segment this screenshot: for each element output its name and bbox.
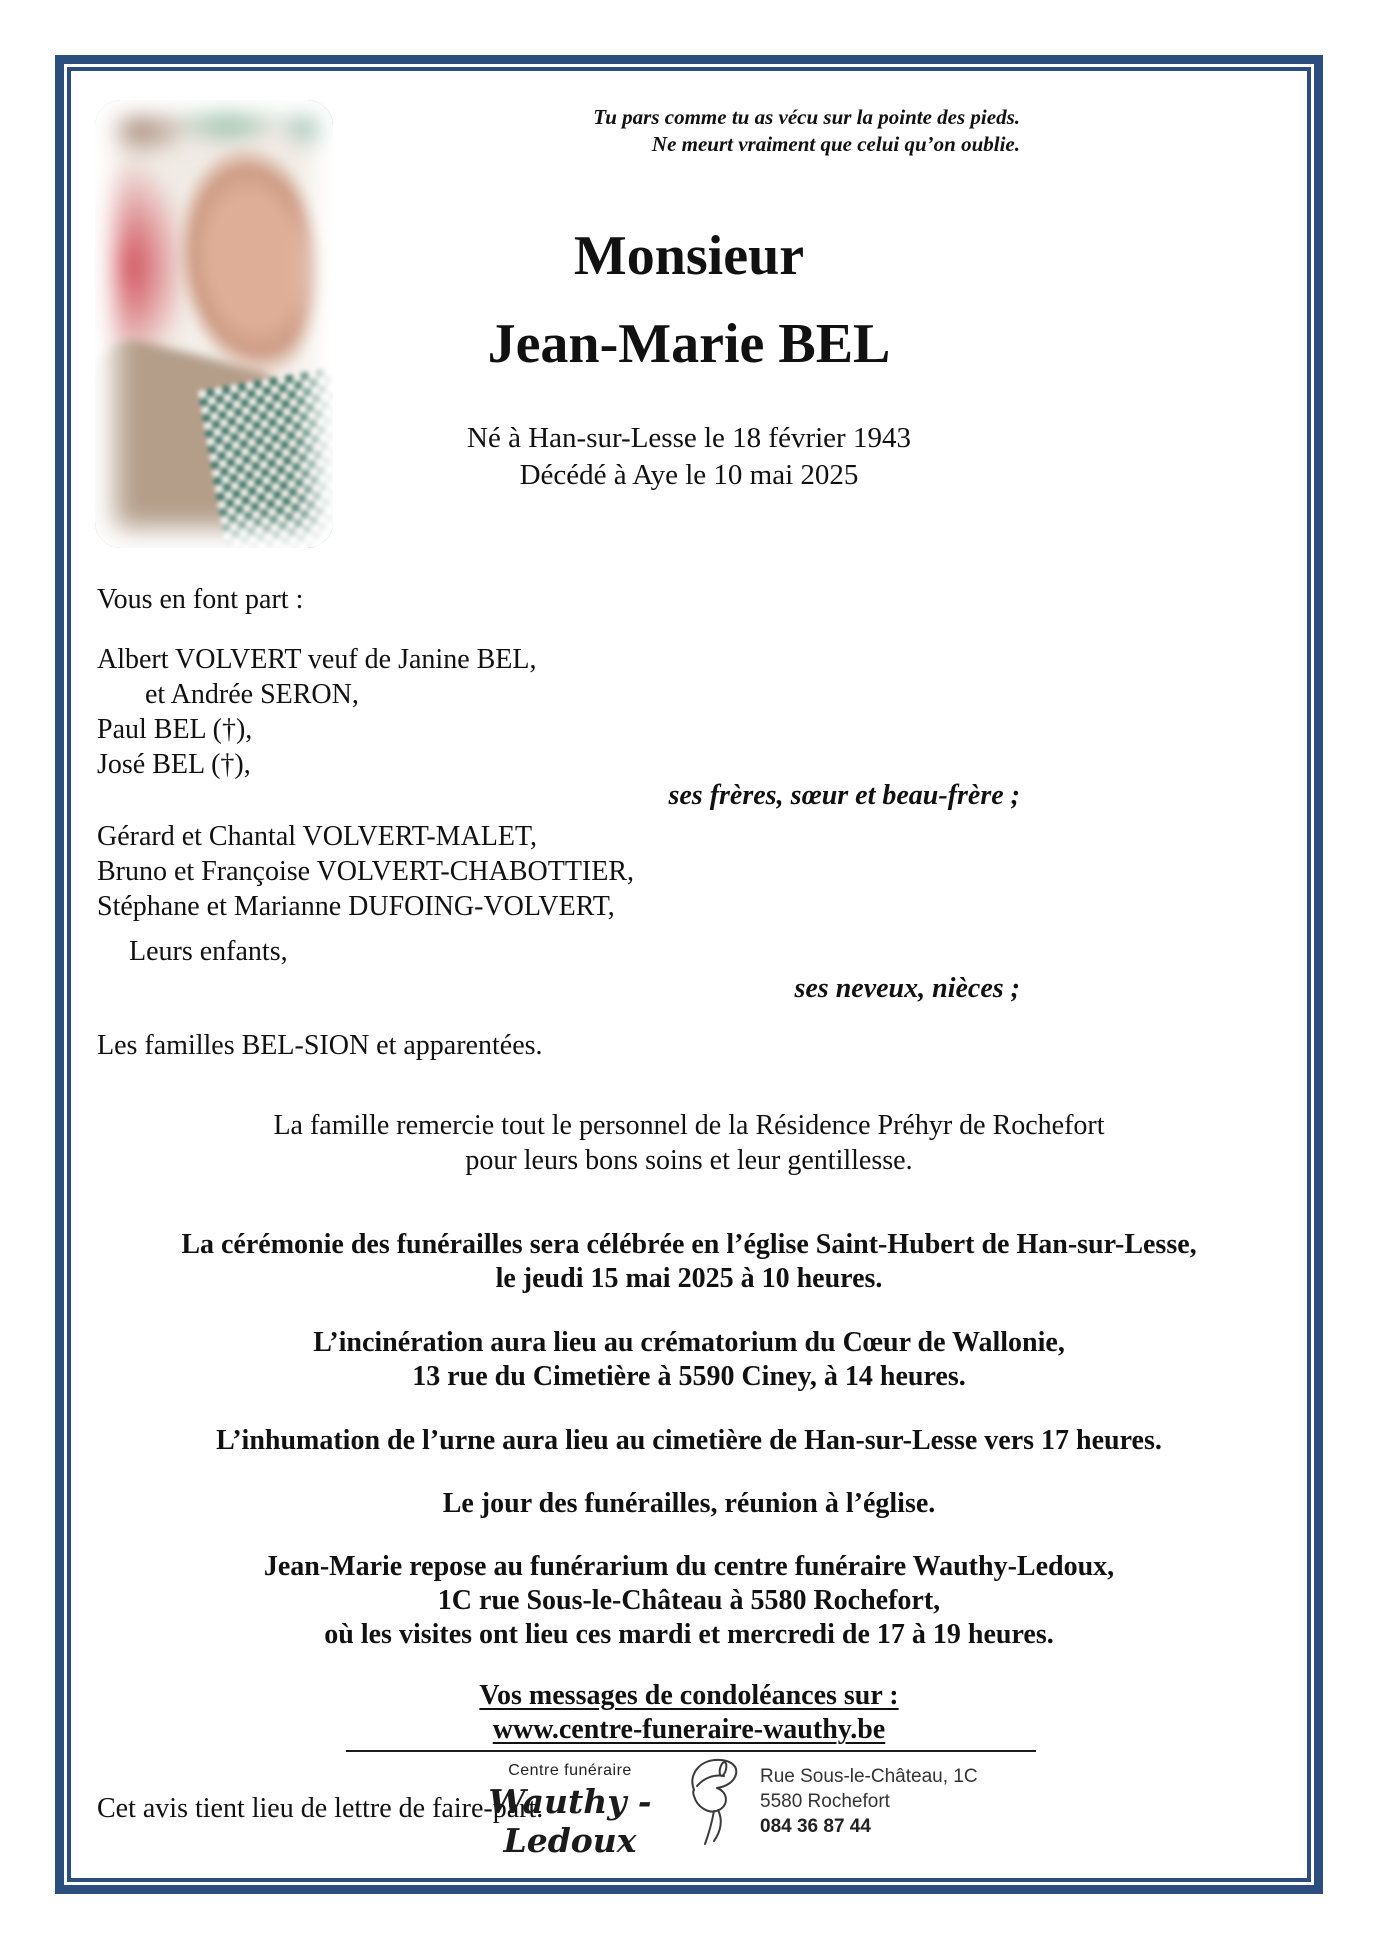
cremation-line-1: L’incinération aura lieu au crématorium du Cœur de Wallonie,	[313, 1327, 1065, 1358]
title-line-name: Jean-Marie BEL	[487, 313, 891, 375]
epitaph-quote	[593, 104, 1020, 158]
title-line-monsieur: Monsieur	[573, 225, 805, 287]
brand-subtitle: Centre funéraire	[508, 1762, 632, 1779]
sibling-line: Paul BEL (†),	[97, 714, 253, 745]
funeral-ceremony-paragraph	[97, 1228, 1281, 1296]
relation-nephews-label: ses neveux, nièces ;	[794, 973, 1020, 1004]
repose-line-1: Jean-Marie repose au funérarium du centre funéraire Wauthy-Ledoux,	[263, 1551, 1115, 1582]
relation-siblings-label: ses frères, sœur et beau-frère ;	[668, 780, 1020, 811]
intro-line: Vous en font part :	[97, 584, 304, 615]
header	[0, 212, 1378, 494]
nephews-list	[97, 819, 1281, 924]
thanks-line-1: La famille remercie tout le personnel de la Résidence Préhyr de Rochefort	[273, 1110, 1105, 1141]
burial-line: L’inhumation de l’urne aura lieu au cimetière de Han-sur-Lesse vers 17 heures.	[216, 1425, 1162, 1456]
nephew-line: Stéphane et Marianne DUFOING-VOLVERT,	[97, 891, 615, 922]
epitaph-line-1: Tu pars comme tu as vécu sur la pointe des pieds.	[593, 105, 1020, 129]
funeral-line-1: La cérémonie des funérailles sera célébrée en l’église Saint-Hubert de Han-sur-Lesse,	[181, 1229, 1197, 1260]
life-dates	[0, 420, 1378, 494]
nephew-line: Gérard et Chantal VOLVERT-MALET,	[97, 821, 538, 852]
sibling-line: et Andrée SERON,	[145, 679, 359, 710]
brand-name: Wauthy - Ledoux	[488, 1782, 652, 1860]
epitaph-line-2: Ne meurt vraiment que celui qu’on oublie.	[651, 132, 1020, 156]
sibling-line: José BEL (†),	[97, 749, 251, 780]
siblings-list	[97, 642, 1281, 782]
closing-line: Cet avis tient lieu de lettre de faire-part.	[97, 1793, 544, 1824]
calla-lily-icon	[684, 1754, 746, 1846]
meeting-line: Le jour des funérailles, réunion à l’église.	[442, 1488, 936, 1519]
condolences-label: Vos messages de condoléances sur :	[479, 1680, 899, 1711]
address-line-2: 5580 Rochefort	[760, 1791, 890, 1812]
nephew-line: Bruno et Françoise VOLVERT-CHABOTTIER,	[97, 856, 635, 887]
funeral-line-2: le jeudi 15 mai 2025 à 10 heures.	[495, 1263, 883, 1294]
condolences-block	[97, 1679, 1281, 1747]
thanks-line-2: pour leurs bons soins et leur gentillesse.	[465, 1145, 913, 1176]
repose-line-2: 1C rue Sous-le-Château à 5580 Rochefort,	[437, 1585, 941, 1616]
birth-line: Né à Han-sur-Lesse le 18 février 1943	[467, 422, 911, 454]
cremation-line-2: 13 rue du Cimetière à 5590 Ciney, à 14 heures.	[412, 1361, 966, 1392]
footer-divider	[346, 1750, 1036, 1752]
phone-number: 084 36 87 44	[760, 1816, 871, 1837]
repose-line-3: où les visites ont lieu ces mardi et mercredi de 17 à 19 heures.	[324, 1619, 1054, 1650]
death-line: Décédé à Aye le 10 mai 2025	[519, 459, 859, 491]
announcement-body	[97, 582, 1281, 1826]
children-line: Leurs enfants,	[129, 936, 288, 967]
cremation-paragraph	[97, 1326, 1281, 1394]
funeral-home-footer	[470, 1758, 978, 1860]
address-line-1: Rue Sous-le-Château, 1C	[760, 1766, 978, 1787]
funeral-home-address	[760, 1758, 978, 1839]
thanks-paragraph	[97, 1108, 1281, 1178]
deceased-title	[0, 212, 1378, 388]
condolences-url[interactable]: www.centre-funeraire-wauthy.be	[492, 1714, 886, 1745]
sibling-line: Albert VOLVERT veuf de Janine BEL,	[97, 644, 537, 675]
repose-paragraph	[97, 1550, 1281, 1652]
related-families-line: Les familles BEL-SION et apparentées.	[97, 1030, 543, 1061]
funeral-home-brand	[470, 1758, 670, 1860]
